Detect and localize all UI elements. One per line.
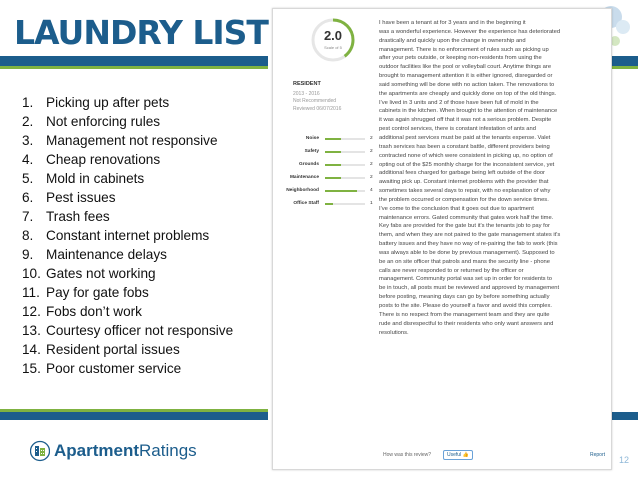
- issue-text: Gates not working: [46, 266, 156, 281]
- review-line: trash services has been a constant battle, different providers being: [379, 143, 550, 150]
- issue-item: [22, 302, 233, 321]
- review-line: calls are never responded to or returned by the officer or: [379, 267, 524, 274]
- issue-text: Trash fees: [46, 209, 110, 224]
- slide-title: LAUNDRY LIST: [14, 13, 268, 52]
- rating-value: 2: [370, 136, 373, 141]
- issue-item: [22, 188, 233, 207]
- rating-fill: [325, 190, 357, 192]
- issue-text: Cheap renovations: [46, 152, 161, 167]
- review-line: additional pest services must be paid at the tenants expense. Valet: [379, 134, 551, 141]
- review-line: be an on site officer that patrols and mans the security line - phone: [379, 258, 551, 265]
- rating-label: Grounds: [299, 162, 319, 167]
- review-card: [272, 8, 612, 470]
- issue-number: 2.: [22, 114, 34, 129]
- rating-bar: [325, 190, 365, 192]
- review-line: I've come to the conclusion that it goes out due to apartment: [379, 205, 534, 212]
- rating-fill: [325, 138, 341, 140]
- rating-label: Safety: [304, 149, 319, 154]
- issue-item: [22, 207, 233, 226]
- issue-item: [22, 112, 233, 131]
- useful-button[interactable]: Useful 👍: [443, 450, 473, 460]
- review-line: was a wonderful experience. However the experience has deteriorated: [379, 28, 561, 35]
- issue-number: 14.: [22, 342, 41, 357]
- rating-row: [277, 198, 377, 211]
- review-line: I have been a tenant at for 3 years and in the beginning it: [379, 20, 526, 26]
- reviewer-role: RESIDENT: [293, 81, 321, 87]
- issue-number: 1.: [22, 95, 34, 110]
- rating-row: [277, 185, 377, 198]
- review-line: contracted none of which were consistent in picking up, no option of: [379, 152, 553, 159]
- rating-value: 4: [370, 188, 373, 193]
- review-line: awaiting pick up. Constant internet problems with the provider that: [379, 179, 549, 186]
- issue-number: 5.: [22, 171, 34, 186]
- review-line: brought to management attention it is either ignored, disregarded or: [379, 73, 553, 80]
- issue-text: Pay for gate fobs: [46, 285, 149, 300]
- issue-text: Not enforcing rules: [46, 114, 161, 129]
- issue-number: 6.: [22, 190, 34, 205]
- rating-label: Neighborhood: [286, 188, 319, 193]
- review-line: the problem occurred or compensation for the down service times.: [379, 196, 549, 203]
- issue-text: Resident portal issues: [46, 342, 180, 357]
- issue-text: Management not responsive: [46, 133, 218, 148]
- issue-item: [22, 93, 233, 112]
- rating-value: 2: [370, 175, 373, 180]
- review-line: cabinets in the kitchen. When brought to the attention of maintenance: [379, 108, 558, 115]
- review-line: management. Community portal was set up in order for residents to: [379, 276, 553, 283]
- rating-bar: [325, 164, 365, 166]
- issue-number: 4.: [22, 152, 34, 167]
- rating-bar: [325, 203, 365, 205]
- rating-fill: [325, 203, 333, 205]
- report-link[interactable]: Report: [589, 452, 605, 458]
- issue-text: Pest issues: [46, 190, 116, 205]
- issue-item: [22, 150, 233, 169]
- review-line: resolutions.: [379, 329, 409, 336]
- feedback-question: How was this review?: [383, 452, 432, 458]
- issue-item: [22, 321, 233, 340]
- reviewer-meta: [293, 81, 341, 113]
- rating-bar: [325, 151, 365, 153]
- rating-label: Noise: [305, 136, 319, 141]
- review-line: pest control services, there is constant infestation of ants and: [379, 126, 536, 133]
- issue-text: Fobs don’t work: [46, 304, 142, 319]
- header-band: [0, 56, 268, 66]
- rating-bar: [325, 177, 365, 179]
- issue-item: [22, 226, 233, 245]
- issue-text: Mold in cabinets: [46, 171, 145, 186]
- score-scale: Scale of 5: [324, 45, 342, 50]
- rating-value: 2: [370, 149, 373, 154]
- review-line: maintenance errors. Gated community that gates work half the time.: [379, 214, 554, 221]
- review-line: rude and disrespectful to their residents who only want answers and: [379, 320, 554, 327]
- footer-band-right: [612, 412, 638, 420]
- score-ring: [310, 17, 356, 63]
- issue-text: Constant internet problems: [46, 228, 210, 243]
- issue-item: [22, 359, 233, 378]
- review-line: There is no respect from the management team and they are quite: [379, 311, 550, 318]
- review-line: battery issues and they have no way of re-pairing the fab to work (this: [379, 241, 558, 248]
- issue-text: Picking up after pets: [46, 95, 170, 110]
- building-icon: [30, 440, 50, 462]
- review-line: after your pets outside, or keeping non-residents from using the: [379, 55, 542, 62]
- rating-label: Office Staff: [293, 201, 319, 206]
- review-line: posts to the site. Please do yourself a favor and avoid this complex.: [379, 303, 553, 309]
- issue-item: [22, 245, 233, 264]
- category-ratings: [277, 133, 377, 211]
- rating-row: [277, 172, 377, 185]
- rating-bar: [325, 138, 365, 140]
- issue-number: 7.: [22, 209, 34, 224]
- review-line: was always able to be done by previous management). Supposed to: [379, 249, 555, 256]
- review-line: I've lived in 3 units and 2 of those have been full of mold in the: [379, 99, 539, 106]
- review-line: be in touch, all posts must be reviewed and approved by management: [379, 285, 560, 292]
- issue-number: 11.: [22, 285, 40, 300]
- issue-number: 8.: [22, 228, 34, 243]
- rating-value: 1: [370, 201, 373, 206]
- recommendation: Not Recommended: [293, 98, 337, 104]
- issue-item: [22, 264, 233, 283]
- issue-item: [22, 283, 233, 302]
- review-line: them, and when they are not paired to the gate management states it's: [379, 232, 561, 239]
- issue-number: 12.: [22, 304, 41, 319]
- issue-number: 9.: [22, 247, 34, 262]
- review-line: outdoor facilities like the pool or volleyball court. Anytime things are: [379, 64, 552, 71]
- residency-years: 2013 - 2016: [293, 90, 320, 97]
- rating-fill: [325, 177, 341, 179]
- issue-number: 13.: [22, 323, 41, 338]
- review-score: 2.0: [323, 28, 343, 43]
- rating-value: 2: [370, 162, 373, 167]
- rating-row: [277, 159, 377, 172]
- review-line: sometimes takes several days to repair, with no explanation of why: [379, 188, 551, 195]
- apartment-ratings-logo: [30, 440, 197, 462]
- issue-item: [22, 169, 233, 188]
- issue-text: Poor customer service: [46, 361, 182, 376]
- review-line: Key fabs are provided for the gate but it's the tenants job to pay for: [379, 223, 550, 230]
- review-line: said something will be done with no action taken. The renovations to: [379, 81, 555, 88]
- review-line: before posting, meaning days can go by before something actually: [379, 294, 550, 301]
- issues-list: [22, 93, 233, 378]
- review-line: the apartments are cheaply and quickly done on top of the old things.: [379, 90, 557, 97]
- review-line: additional fees charged for garbage being left outside of the door: [379, 170, 545, 177]
- issue-text: Maintenance delays: [46, 247, 167, 262]
- page-number: 12: [619, 455, 630, 465]
- issue-number: 10.: [22, 266, 41, 281]
- issue-number: 15.: [22, 361, 41, 376]
- issue-item: [22, 340, 233, 359]
- review-line: drastically and quickly upon the change in ownership and: [379, 37, 526, 44]
- review-line: opting out of the $25 monthly charge for the inconsistent service, yet: [379, 161, 555, 168]
- rating-fill: [325, 164, 341, 166]
- header-band-right: [612, 56, 638, 66]
- footer-band: [0, 412, 268, 420]
- review-line: it was again shrugged off that it was not a serious problem. Despite: [379, 117, 552, 124]
- issue-text: Courtesy officer not responsive: [46, 323, 234, 338]
- logo-text: ApartmentRatings: [54, 441, 197, 460]
- rating-row: [277, 133, 377, 146]
- review-date: Reviewed 06/07/2016: [293, 105, 342, 112]
- review-line: management. There is no enforcement of rules such as picking up: [379, 46, 549, 53]
- issue-item: [22, 131, 233, 150]
- rating-fill: [325, 151, 341, 153]
- issue-number: 3.: [22, 133, 34, 148]
- rating-row: [277, 146, 377, 159]
- rating-label: Maintenance: [289, 175, 319, 180]
- review-text: [379, 19, 609, 337]
